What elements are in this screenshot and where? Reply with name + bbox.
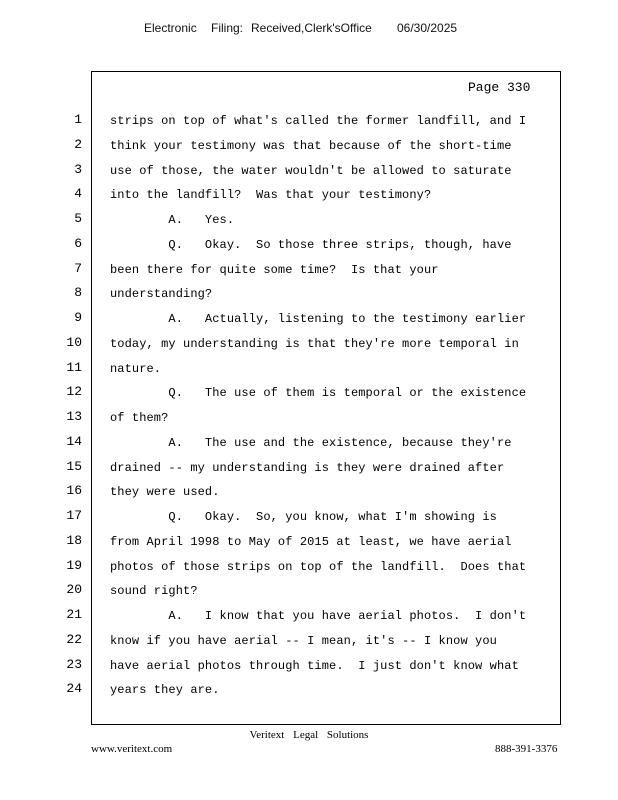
transcript-line: have aerial photos through time. I just don't know what [110,658,519,673]
filing-header [0,21,618,37]
line-number: 13 [66,409,82,424]
transcript-line: think your testimony was that because of the short-time [110,138,512,153]
line-number: 15 [66,458,82,474]
line-number: 1 [74,112,82,127]
filing-header-electronic: Electronic [144,21,197,35]
line-number: 16 [66,483,82,499]
transcript-line: years they are. [110,683,220,698]
line-number: 8 [74,285,82,301]
transcript-line: A. The use and the existence, because they're [110,435,512,450]
transcript-line: Q. Okay. So those three strips, though, have [110,237,512,252]
transcript-line: A. Actually, listening to the testimony earlier [110,312,527,326]
footer-phone: 888-391-3376 [495,743,558,755]
transcript-line: A. Yes. [110,213,235,227]
line-number: 21 [66,607,82,622]
line-number: 7 [74,260,82,276]
line-number: 10 [66,334,82,350]
filing-header-received: Received,Clerk'sOffice [251,21,372,35]
line-number: 11 [66,359,82,375]
transcript-line: today, my understanding is that they're more temporal in [110,336,519,351]
transcript-line: photos of those strips on top of the landfill. Does that [110,559,527,574]
footer-company: Veritext Legal Solutions [249,729,369,741]
transcript-line: sound right? [110,584,198,599]
transcript-line: understanding? [110,287,213,302]
filing-header-date: 06/30/2025 [397,21,458,35]
line-number: 4 [74,186,82,202]
transcript-line: Q. Okay. So, you know, what I'm showing is [110,510,497,524]
transcript-line: from April 1998 to May of 2015 at least, we have aerial [110,534,512,549]
transcript-line: of them? [110,411,169,425]
line-number: 5 [74,211,82,226]
transcript-line: strips on top of what's called the former landfill, and I [110,114,527,128]
line-number: 3 [74,161,82,177]
transcript-line: nature. [110,361,162,376]
line-number: 23 [66,656,82,672]
filing-header-filing: Filing: [211,21,244,35]
line-number: 17 [66,508,82,523]
transcript-line: use of those, the water wouldn't be allowed to saturate [110,163,512,178]
transcript-line: know if you have aerial -- I mean, it's -- I know you [110,633,497,648]
transcript-line: Q. The use of them is temporal or the existence [110,386,527,401]
line-number: 24 [66,681,82,697]
line-number: 2 [74,136,82,152]
transcript-line: drained -- my understanding is they were drained after [110,460,505,475]
line-number: 19 [66,557,82,573]
transcript-line: they were used. [110,485,220,500]
page-number: Page 330 [468,80,531,95]
line-number: 12 [66,384,82,400]
line-number: 22 [66,631,82,647]
transcript-line: been there for quite some time? Is that your [110,262,439,277]
line-number: 20 [66,582,82,598]
line-number: 18 [66,532,82,548]
line-number: 9 [74,310,82,325]
line-number: 6 [74,235,82,251]
transcript-line: into the landfill? Was that your testimony? [110,188,432,203]
transcript-line: A. I know that you have aerial photos. I don't [110,609,527,623]
line-number: 14 [66,433,82,449]
footer-website: www.veritext.com [91,743,173,755]
